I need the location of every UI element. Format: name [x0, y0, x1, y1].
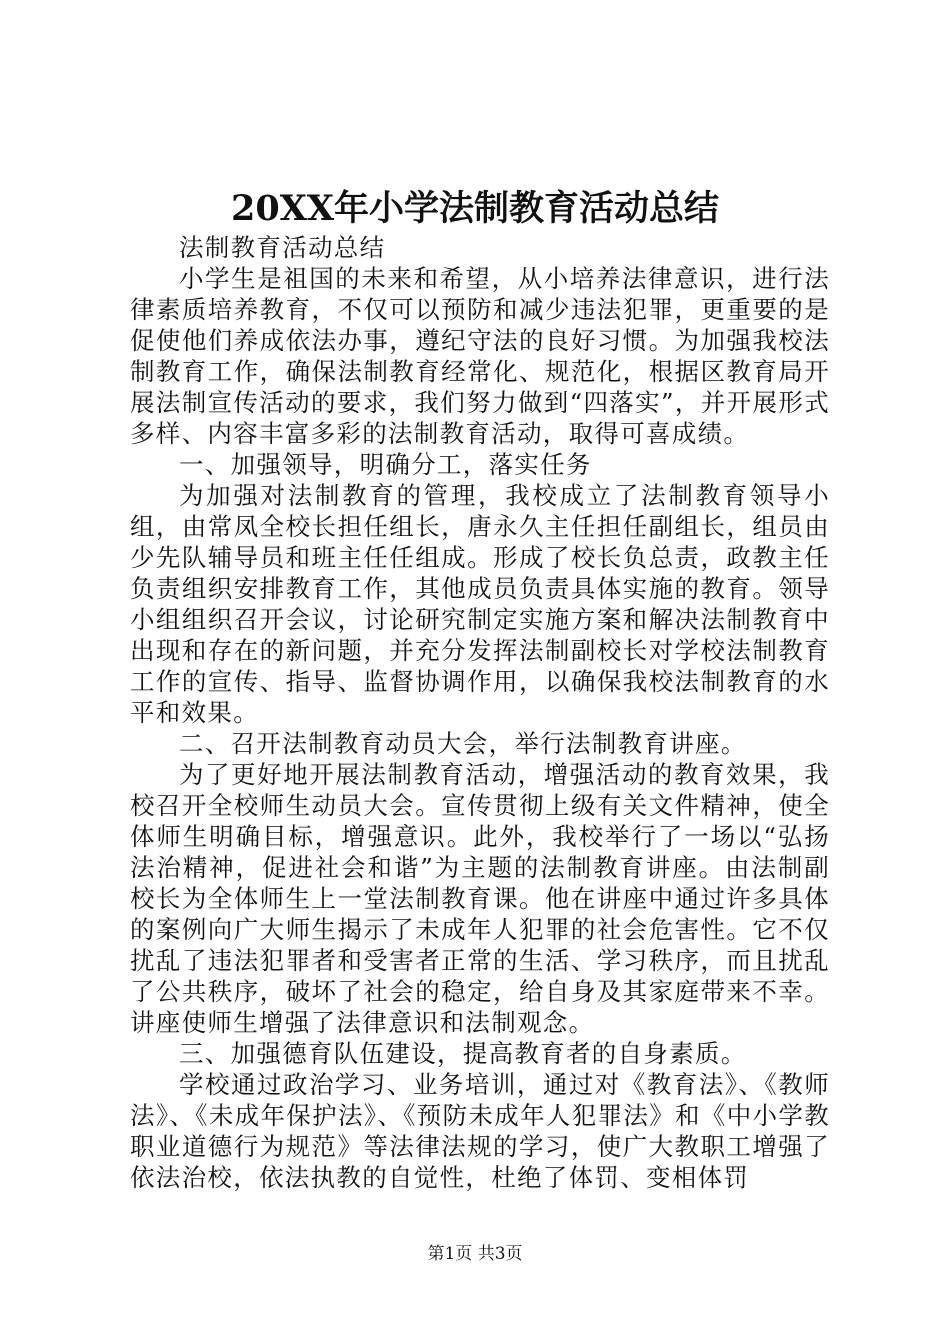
document-body: [130, 232, 830, 1193]
section-heading-3: 三、加强德育队伍建设，提高教育者的自身素质。: [179, 1039, 747, 1068]
section-paragraph-1: 为加强对法制教育的管理，我校成立了法制教育领导小组，由常凤全校长担任组长，唐永久主任担任副组长，组员由少先队辅导员和班主任任组成。形成了校长负总责，政教主任负责组织安排教育工作，其他成员负责具体实施的教育。领导小组组织召开会议，讨论研究制定实施方案和解决法制教育中出现和存在的新问题，并充分发挥法制副校长对学校法制教育工作的宣传、指导、监督协调作用，以确保我校法制教育的水平和效果。: [130, 481, 830, 727]
section-paragraph-2: 为了更好地开展法制教育活动，增强活动的教育效果，我校召开全校师生动员大会。宣传贯彻上级有关文件精神，使全体师生明确目标，增强意识。此外，我校举行了一场以“弘扬法治精神，促进社会和谐”为主题的法制教育讲座。由法制副校长为全体师生上一堂法制教育课。他在讲座中通过许多具体的案例向广大师生揭示了未成年人犯罪的社会危害性。它不仅扰乱了违法犯罪者和受害者正常的生活、学习秩序，而且扰乱了公共秩序，破坏了社会的稳定，给自身及其家庭带来不幸。讲座使师生增强了法律意识和法制观念。: [130, 760, 830, 1037]
section-heading-2: 二、召开法制教育动员大会，举行法制教育讲座。: [179, 729, 747, 758]
document-title: 20XX年小学法制教育活动总结: [230, 188, 720, 229]
section-heading-1: 一、加强领导，明确分工，落实任务: [179, 450, 592, 479]
section-paragraph-3: 学校通过政治学习、业务培训，通过对《教育法》、《教师法》、《未成年保护法》、《预防未成年人犯罪法》和《中小学教职业道德行为规范》等法律法规的学习，使广大教职工增强了依法治校，依法执教的自觉性，杜绝了体罚、变相体罚: [130, 1070, 830, 1192]
subtitle-paragraph: 法制教育活动总结: [179, 233, 386, 262]
page-footer: 第1页 共3页: [427, 1244, 523, 1264]
intro-paragraph: 小学生是祖国的未来和希望，从小培养法律意识，进行法律素质培养教育，不仅可以预防和减少违法犯罪，更重要的是促使他们养成依法办事，遵纪守法的良好习惯。为加强我校法制教育工作，确保法制教育经常化、规范化，根据区教育局开展法制宣传活动的要求，我们努力做到“四落实”，并开展形式多样、内容丰富多彩的法制教育活动，取得可喜成绩。: [130, 264, 830, 448]
